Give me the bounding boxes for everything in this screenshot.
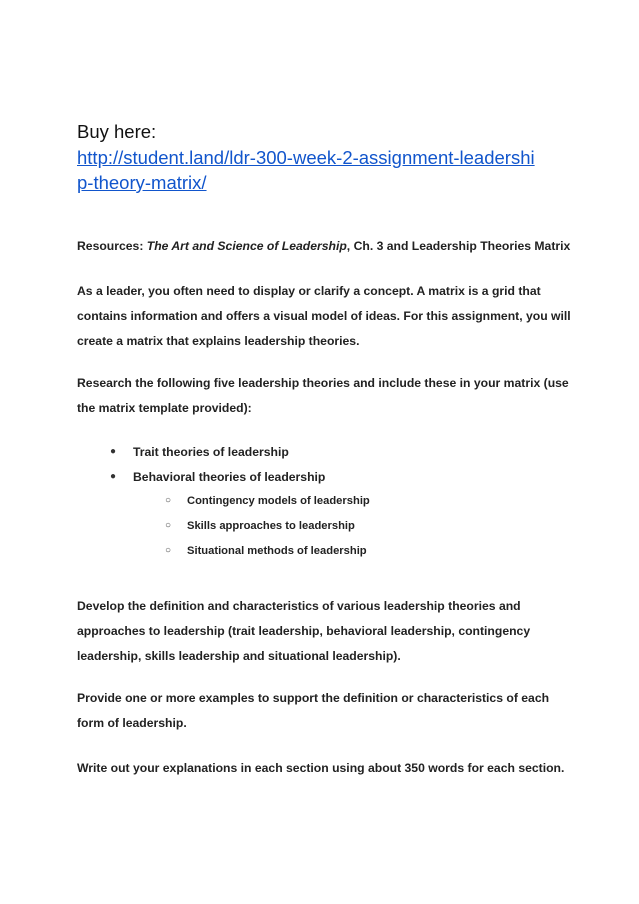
write-paragraph: [77, 756, 564, 781]
theory-item-trait: [110, 442, 289, 462]
develop-line-3: leadership, skills leadership and situational leadership).: [77, 649, 401, 663]
resources-rest: , Ch. 3 and Leadership Theories Matrix: [346, 239, 571, 253]
theory-subitem-situational: [165, 541, 367, 561]
resources-label: Resources:: [77, 239, 147, 253]
resources-line: [77, 234, 570, 259]
bullet-circle-icon: ○: [165, 545, 172, 556]
theory-item-behavioral: [110, 467, 326, 487]
examples-paragraph: [77, 686, 549, 736]
theory-subitem-label: Situational methods of leadership: [187, 545, 367, 557]
examples-line-2: form of leadership.: [77, 716, 187, 730]
research-paragraph: [77, 371, 569, 421]
intro-line-1: As a leader, you often need to display or clarify a concept. A matrix is a grid that: [77, 284, 541, 298]
write-line-1: Write out your explanations in each section using about 350 words for each section.: [77, 761, 565, 775]
buy-here-label: Buy here:: [77, 121, 157, 142]
book-title: The Art and Science of Leadership: [146, 239, 347, 253]
bullet-circle-icon: ○: [165, 520, 172, 531]
intro-paragraph: [77, 279, 571, 354]
purchase-link-line-2[interactable]: p-theory-matrix/: [77, 172, 207, 193]
develop-paragraph: [77, 594, 530, 669]
theory-subitem-label: Skills approaches to leadership: [187, 520, 355, 532]
research-line-1: Research the following five leadership theories and include these in your matrix (use: [77, 376, 569, 390]
theory-subitem-skills: [165, 516, 355, 536]
theory-subitem-label: Contingency models of leadership: [187, 495, 370, 507]
theory-item-label: Trait theories of leadership: [133, 445, 289, 459]
purchase-link-line-1[interactable]: http://student.land/ldr-300-week-2-assignment-leadershi: [77, 147, 535, 168]
bullet-dot-icon: ●: [110, 446, 117, 457]
develop-line-1: Develop the definition and characteristics of various leadership theories and: [77, 599, 521, 613]
develop-line-2: approaches to leadership (trait leadership, behavioral leadership, contingency: [77, 624, 531, 638]
examples-line-1: Provide one or more examples to support the definition or characteristics of each: [77, 691, 550, 705]
bullet-circle-icon: ○: [165, 495, 172, 506]
bullet-dot-icon: ●: [110, 471, 117, 482]
intro-line-3: create a matrix that explains leadership theories.: [77, 334, 360, 348]
research-line-2: the matrix template provided):: [77, 401, 252, 415]
resources-paragraph: [77, 234, 570, 259]
theory-subitem-contingency: [165, 491, 370, 511]
theory-item-label: Behavioral theories of leadership: [133, 470, 326, 484]
intro-line-2: contains information and offers a visual model of ideas. For this assignment, you will: [77, 309, 571, 323]
purchase-link[interactable]: [77, 145, 577, 195]
